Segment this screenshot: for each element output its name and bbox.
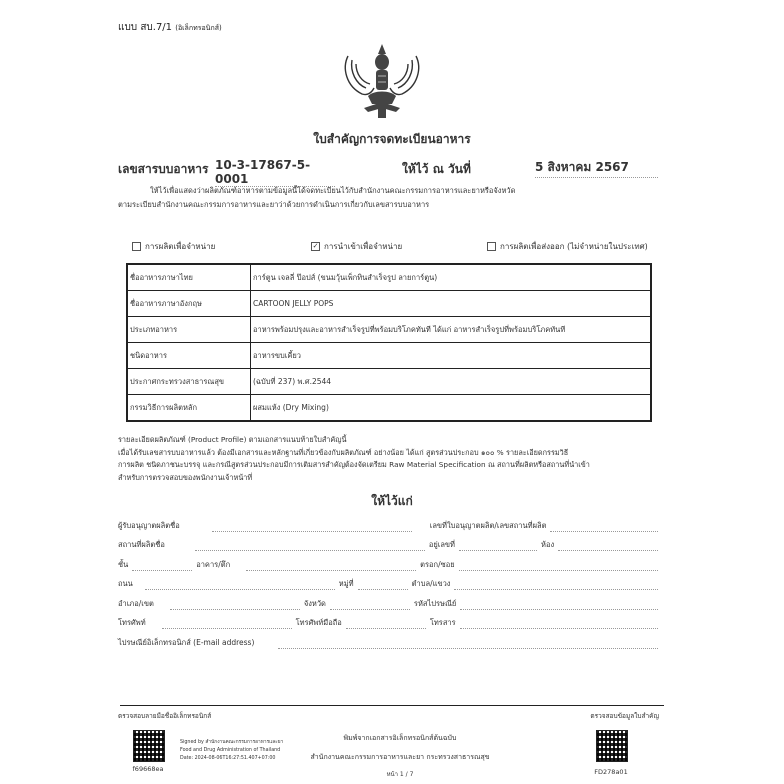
issued-date-label: ให้ไว้ ณ วันที่: [402, 162, 471, 176]
province-label: จังหวัด: [303, 598, 326, 608]
row-key: ประเภทอาหาร: [127, 317, 251, 343]
email-field: [278, 640, 658, 649]
site-name-label: สถานที่ผลิตชื่อ: [118, 540, 165, 549]
signed-by: Signed by สำนักงานคณะกรรมการอาหารและยา: [180, 740, 284, 745]
checkbox-checked-icon: ✓: [312, 242, 319, 250]
postcode-label: รหัสไปรษณีย์: [413, 598, 457, 608]
field-row: [118, 610, 658, 630]
document-title: ใบสำคัญการจดทะเบียนอาหาร: [313, 132, 471, 146]
document-qr-code-icon[interactable]: [596, 730, 628, 762]
email-label: ไปรษณีย์อิเล็กทรอนิกส์ (E-mail address): [118, 637, 255, 647]
room-field: [558, 542, 658, 551]
form-code-note: (อิเล็กทรอนิกส์): [175, 24, 222, 32]
purpose-option-label: การผลิตเพื่อจำหน่าย: [145, 242, 216, 251]
moo-field: [358, 581, 408, 590]
form-code: [118, 20, 222, 35]
postcode-field: [460, 601, 658, 610]
agency-text: สำนักงานคณะกรรมการอาหารและยา กระทรวงสาธารณสุข: [310, 753, 490, 761]
notes-line: รายละเอียดผลิตภัณฑ์ (Product Profile) ตามเอกสารแนบท้ายใบสำคัญนี้: [118, 435, 347, 444]
field-row: [118, 629, 658, 649]
table-row: [127, 264, 651, 291]
row-key: ประกาศกระทรวงสาธารณสุข: [127, 369, 251, 395]
road-field: [145, 581, 335, 590]
district-label: อำเภอ/เขต: [118, 598, 154, 608]
road-label: ถนน: [118, 579, 133, 588]
garuda-emblem-icon: [338, 38, 426, 126]
row-value: CARTOON JELLY POPS: [251, 291, 652, 317]
field-row: [118, 532, 658, 552]
fax-label: โทรสาร: [429, 618, 456, 627]
building-label: อาคาร/ตึก: [196, 559, 231, 569]
province-field: [330, 601, 410, 610]
table-row: [127, 369, 651, 395]
row-value: การ์ตูน เจลลี่ ป๊อปส์ (ขนมวุ้นเพ็กทินสำเร็จรูป ลายการ์ตูน): [251, 264, 652, 291]
page-number: หน้า 1 / 7: [386, 771, 414, 778]
building-field: [246, 562, 416, 571]
notes-line: การผลิต ชนิดภาชนะบรรจุ และกรณีสูตรส่วนประกอบมีการเติมสารสำคัญต้องจัดเตรียม Raw Material Specification ณ สถานที่ผลิตหรือสถานที่นำเข้า: [118, 460, 590, 469]
field-row: [118, 551, 658, 571]
subdistrict-label: ตำบล/แขวง: [411, 579, 451, 588]
site-name-field: [195, 542, 425, 551]
fax-field: [460, 620, 658, 629]
row-value: ผสมแห้ง (Dry Mixing): [251, 395, 652, 422]
checkbox-icon: [487, 242, 496, 251]
signature-info: [180, 739, 283, 763]
verify-document-label: ตรวจสอบข้อมูลใบสำคัญ: [590, 712, 659, 720]
document-qr-code-label: FD278a01: [594, 768, 628, 776]
license-no-label: เลขที่ใบอนุญาตผลิต/เลขสถานที่ผลิต: [429, 520, 547, 530]
mobile-field: [346, 620, 426, 629]
field-row: [118, 590, 658, 610]
field-row: [118, 571, 658, 591]
notes-line: เมื่อได้รับเลขสารบบอาหารแล้ว ต้องมีเอกสารและหลักฐานที่เกี่ยวข้องกับผลิตภัณฑ์ อย่างน้อย ได้แก่ สูตรส่วนประกอบ ๑๐๐ % รายละเอียดกรรมวิธี: [118, 447, 569, 457]
house-no-field: [459, 542, 537, 551]
intro-line-1: ให้ไว้เพื่อแสดงว่าผลิตภัณฑ์อาหารตามข้อมูลนี้ได้จดทะเบียนไว้กับสำนักงานคณะกรรมการอาหารและยาหรือจังหวัด: [150, 186, 516, 195]
purpose-option-label: การผลิตเพื่อส่งออก (ไม่จำหน่ายในประเทศ): [500, 242, 648, 251]
subdistrict-field: [454, 581, 658, 590]
alley-field: [459, 562, 658, 571]
row-value: อาหารขบเคี้ยว: [251, 343, 652, 369]
licensee-name-field: [212, 523, 412, 532]
mobile-label: โทรศัพท์มือถือ: [295, 618, 342, 627]
purpose-option-manufacture: [132, 240, 215, 253]
give-to-heading: ให้ไว้แก่: [371, 494, 413, 508]
purpose-option-import: [311, 240, 402, 253]
registration-number-label: เลขสารบบอาหาร: [118, 162, 209, 176]
row-key: ชนิดอาหาร: [127, 343, 251, 369]
signed-date: Date: 2024-08-06T16:27:51.407+07:00: [180, 756, 276, 761]
checkbox-icon: [132, 242, 141, 251]
row-key: ชื่ออาหารภาษาไทย: [127, 264, 251, 291]
moo-label: หมู่ที่: [338, 579, 354, 588]
floor-label: ชั้น: [118, 559, 129, 569]
row-key: กรรมวิธีการผลิตหลัก: [127, 395, 251, 422]
verify-signature-label: ตรวจสอบลายมือชื่ออิเล็กทรอนิกส์: [118, 712, 212, 720]
room-label: ห้อง: [541, 540, 555, 549]
food-info-table: [126, 263, 652, 422]
row-value: อาหารพร้อมปรุงและอาหารสำเร็จรูปที่พร้อมบริโภคทันที ได้แก่ อาหารสำเร็จรูปที่พร้อมบริโภคทันที: [251, 317, 652, 343]
phone-field: [162, 620, 292, 629]
table-row: [127, 343, 651, 369]
printed-from-text: พิมพ์จากเอกสารอิเล็กทรอนิกส์ต้นฉบับ: [343, 734, 457, 742]
notes: [118, 434, 658, 484]
licensee-fields: [118, 512, 658, 649]
floor-field: [132, 562, 192, 571]
district-field: [170, 601, 300, 610]
signed-org: Food and Drug Administration of Thailand: [180, 748, 281, 753]
signature-qr-code-label: f69668ea: [132, 765, 164, 773]
table-row: [127, 291, 651, 317]
signature-qr-code-icon[interactable]: [133, 730, 165, 762]
alley-label: ตรอก/ซอย: [420, 559, 455, 569]
license-no-field: [550, 523, 658, 532]
registration-number-value: 10-3-17867-5-0001: [215, 158, 335, 187]
form-code-label: แบบ สบ.7/1: [118, 22, 173, 33]
issued-date-value: 5 สิงหาคม 2567: [535, 158, 658, 178]
house-no-label: อยู่เลขที่: [428, 540, 455, 549]
intro-line-2: ตามระเบียบสำนักงานคณะกรรมการอาหารและยาว่าด้วยการดำเนินการเกี่ยวกับเลขสารบบอาหาร: [118, 200, 430, 209]
notes-line: สำหรับการตรวจสอบของพนักงานเจ้าหน้าที่: [118, 472, 253, 482]
table-row: [127, 317, 651, 343]
footer-divider: [120, 705, 664, 706]
row-value: (ฉบับที่ 237) พ.ศ.2544: [251, 369, 652, 395]
licensee-name-label: ผู้รับอนุญาตผลิตชื่อ: [118, 520, 180, 530]
purpose-option-export: [487, 240, 648, 253]
phone-label: โทรศัพท์: [118, 618, 146, 627]
row-key: ชื่ออาหารภาษาอังกฤษ: [127, 291, 251, 317]
field-row: [118, 512, 658, 532]
purpose-option-label: การนำเข้าเพื่อจำหน่าย: [324, 242, 403, 251]
table-row: [127, 395, 651, 422]
